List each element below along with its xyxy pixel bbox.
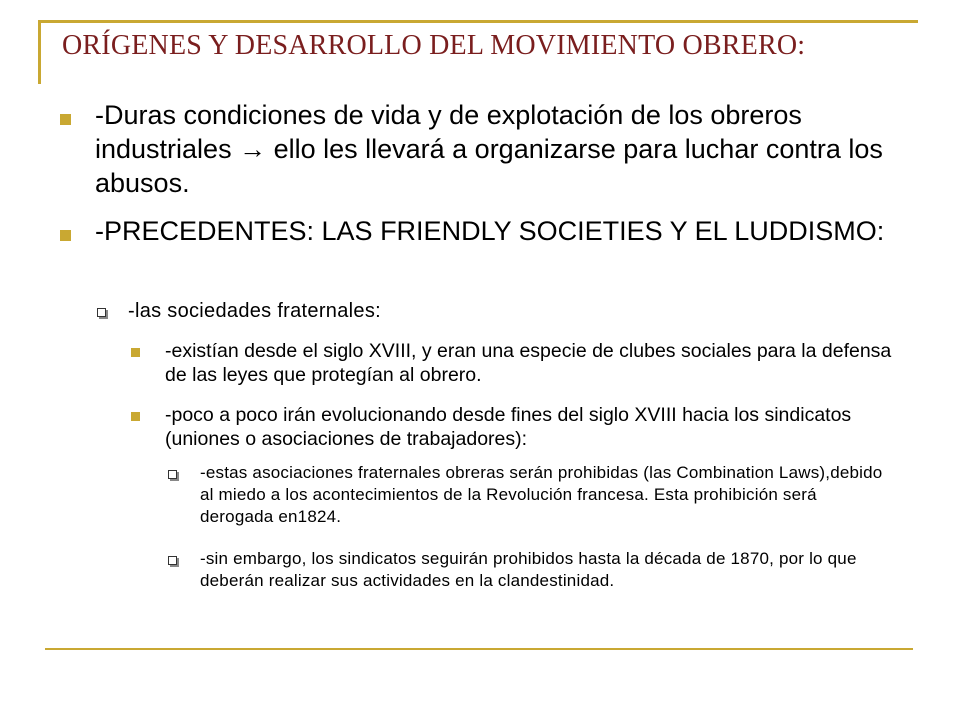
- bottom-rule: [45, 648, 913, 650]
- bullet-text: -existían desde el siglo XVIII, y eran una especie de clubes sociales para la defensa de las leyes que protegían al obrero.: [165, 340, 892, 386]
- square-bullet-icon: [60, 230, 71, 241]
- slide-title: ORÍGENES Y DESARROLLO DEL MOVIMIENTO OBRERO:: [62, 30, 806, 61]
- bullet-text: -poco a poco irán evolucionando desde fines del siglo XVIII hacia los sindicatos (uniones o asociaciones de trabajadores):: [165, 404, 852, 450]
- square-bullet-icon: [131, 348, 140, 357]
- left-rule: [38, 20, 41, 84]
- bullet-text: -Duras condiciones de vida y de explotación de los obreros industriales → ello les llevará a organizarse para luchar contra los abusos.: [95, 100, 883, 198]
- bullet-text: -sin embargo, los sindicatos seguirán prohibidos hasta la década de 1870, por lo que deberán realizar sus actividades en la clandestinidad.: [200, 549, 857, 590]
- hollow-square-bullet-icon: [97, 308, 106, 317]
- square-bullet-icon: [60, 114, 71, 125]
- bullet-text: -estas asociaciones fraternales obreras serán prohibidas (las Combination Laws),debido al miedo a los acontecimientos de la Revolución francesa. Esta prohibición será derogada en1824.: [200, 463, 883, 526]
- hollow-square-bullet-icon: [168, 556, 177, 565]
- bullet-text: -PRECEDENTES: LAS FRIENDLY SOCIETIES Y EL LUDDISMO:: [95, 216, 885, 246]
- bullet-text: -las sociedades fraternales:: [128, 300, 381, 322]
- square-bullet-icon: [131, 412, 140, 421]
- hollow-square-bullet-icon: [168, 470, 177, 479]
- top-rule: [38, 20, 918, 23]
